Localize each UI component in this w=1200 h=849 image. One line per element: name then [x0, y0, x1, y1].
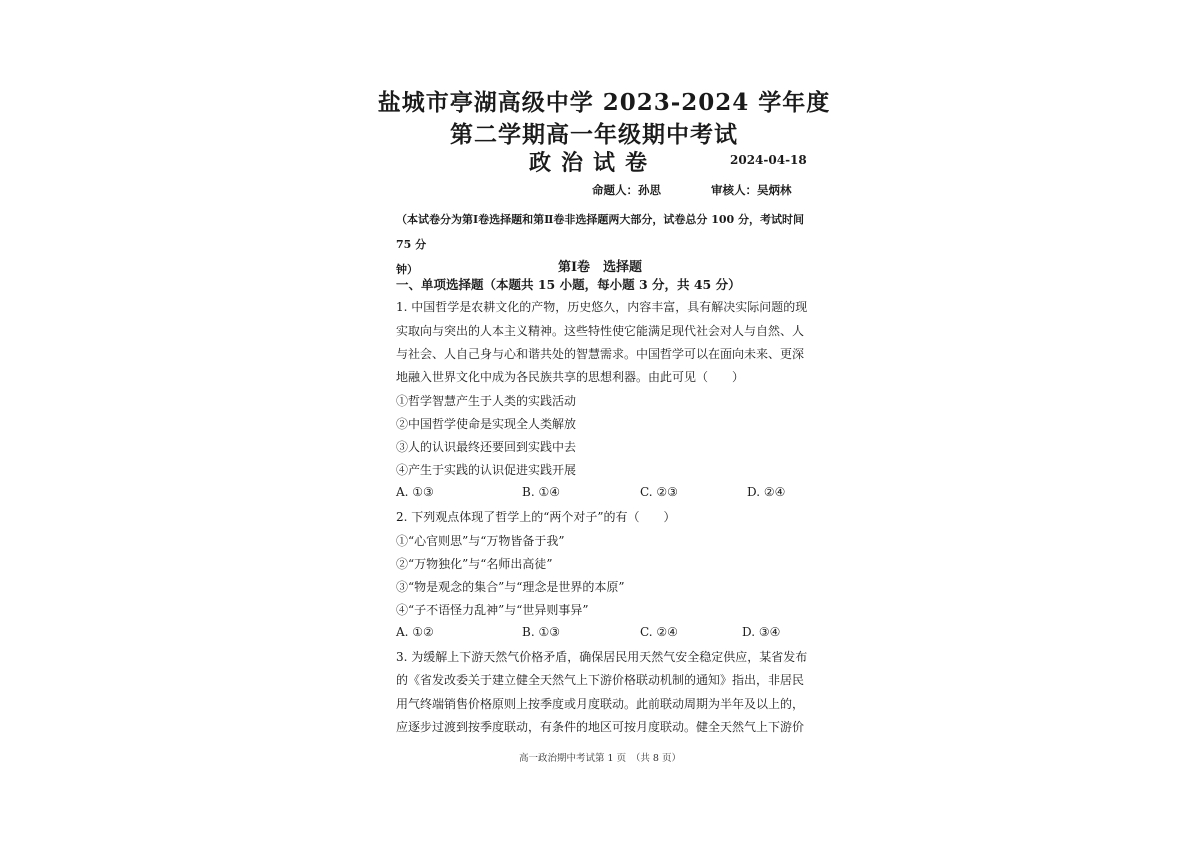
q1-item: ④产生于实践的认识促进实践开展	[396, 463, 577, 477]
section-title: 第Ⅰ卷 选择题	[557, 260, 643, 275]
q1-option-b: B. ①④	[522, 485, 560, 499]
q3-line: 应逐步过渡到按季度联动，有条件的地区可按月度联动。健全天然气上下游价	[396, 720, 805, 734]
q2-item: ①“心官则思”与“万物皆备于我”	[396, 534, 565, 548]
q2-item: ③“物是观念的集合”与“理念是世界的本原”	[396, 580, 625, 594]
q1-option-a: A. ①③	[396, 485, 434, 499]
q3-line: 3. 为缓解上下游天然气价格矛盾，确保居民用天然气安全稳定供应，某省发布	[396, 650, 808, 664]
q1-item: ②中国哲学使命是实现全人类解放	[396, 417, 577, 431]
exam-title-line2: 第二学期高一年级期中考试	[450, 121, 738, 148]
exam-title-line1: 盐城市亭湖高级中学 2023-2024 学年度	[377, 89, 831, 116]
q1-item: ①哲学智慧产生于人类的实践活动	[396, 394, 577, 408]
q3-line: 用气终端销售价格原则上按季度或月度联动。此前联动周期为半年及以上的，	[396, 697, 805, 711]
q1-line: 地融入世界文化中成为各民族共享的思想利器。由此可见（ ）	[396, 370, 745, 384]
exam-date: 2024-04-18	[730, 153, 807, 167]
q1-option-d: D. ②④	[747, 485, 786, 499]
q2-option-a: A. ①②	[396, 625, 434, 639]
q2-item: ④“子不语怪力乱神”与“世异则事异”	[396, 603, 589, 617]
q3-line: 的《省发改委关于建立健全天然气上下游价格联动机制的通知》指出，非居民	[396, 673, 805, 687]
subject-title: 政治试卷	[529, 150, 658, 176]
exam-note-line: 钟）	[396, 263, 418, 276]
q2-stem: 2. 下列观点体现了哲学上的“两个对子”的有（ ）	[396, 510, 676, 524]
q2-item: ②“万物独化”与“名师出高徒”	[396, 557, 553, 571]
section-heading: 一、单项选择题（本题共 15 小题，每小题 3 分，共 45 分）	[396, 277, 741, 292]
q1-option-c: C. ②③	[640, 485, 678, 499]
q1-line: 1. 中国哲学是农耕文化的产物，历史悠久，内容丰富，具有解决实际问题的现	[396, 300, 808, 314]
page-footer: 高一政治期中考试第 1 页 （共 8 页）	[519, 753, 681, 764]
q1-line: 实取向与突出的人本主义精神。这些特性使它能满足现代社会对人与自然、人	[396, 324, 805, 338]
exam-note-line: （本试卷分为第Ⅰ卷选择题和第Ⅱ卷非选择题两大部分，试卷总分 100 分，考试时间 75 分	[396, 213, 805, 251]
authors-line	[592, 182, 792, 198]
author: 命题人：孙思	[592, 183, 661, 197]
q2-option-d: D. ③④	[742, 625, 781, 639]
q1-item: ③人的认识最终还要回到实践中去	[396, 440, 577, 454]
q2-option-b: B. ①③	[522, 625, 560, 639]
reviewer: 审核人：吴炳林	[711, 183, 792, 197]
q2-option-c: C. ②④	[640, 625, 678, 639]
q1-line: 与社会、人自己身与心和谐共处的智慧需求。中国哲学可以在面向未来、更深	[396, 347, 805, 361]
